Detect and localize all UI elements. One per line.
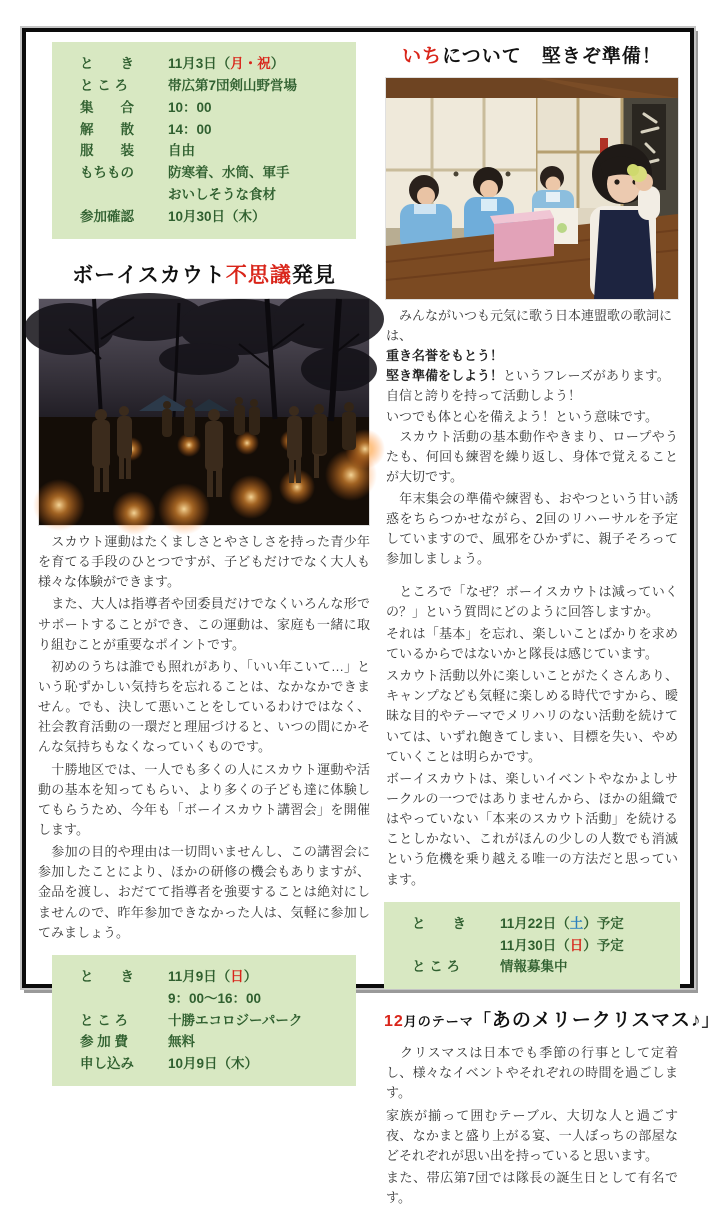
intro-line: 自信と誇りを持って活動しよう！	[386, 388, 582, 404]
girl-figure	[590, 144, 660, 299]
info-label	[80, 184, 168, 206]
page-frame	[22, 28, 720, 1206]
info-value: 10：00	[168, 99, 212, 115]
info-row	[412, 956, 672, 978]
info-label: と き	[80, 968, 134, 984]
event-info-box-right	[384, 902, 680, 990]
info-row	[80, 184, 348, 206]
info-label: と き	[412, 915, 466, 931]
intro-line-bold: 重き名誉をもとう！	[386, 348, 504, 364]
right-middle-text	[384, 582, 680, 890]
info-value: 自由	[168, 143, 195, 159]
paragraph: スカウト活動以外に楽しいことがたくさんあり、キャンプなども気軽に楽しめる時代ですから、曖昧な目的やテーマでメリハリのない活動を続けていては、いずれ飽きてしまい、目標を失い、やめていくことは明らかです。	[386, 668, 678, 764]
left-column	[36, 42, 372, 1210]
paragraph: 家族が揃って囲むテーブル、大切な人と過ごす夜、なかまと盛り上がる宴、一人ぼっちの部屋などそれぞれが思い出を持っていると思います。	[386, 1107, 678, 1163]
info-value: 10月30日（木）	[168, 209, 266, 225]
intro-line: 堅き準備をしよう！というフレーズがあります。	[386, 368, 670, 384]
info-value: 十勝エコロジーパーク	[168, 1012, 303, 1028]
info-label: 集 合	[80, 99, 134, 115]
intro-line: いつでも体と心を備えよう！という意味です。	[386, 408, 658, 424]
info-row	[80, 140, 348, 162]
info-value: 帯広第7団剣山野営場	[168, 77, 298, 93]
info-row	[80, 988, 348, 1010]
paragraph: また、大人は指導者や団委員だけでなくいろんな形でサポートすることができ、この運動は、家庭も一緒に取り組むことが重要なポイントです。	[38, 596, 370, 652]
paragraph: ところで「なぜ？ボーイスカウトは減っていくの？」という質問にどのように回答しますか。	[386, 583, 678, 619]
info-row	[80, 119, 348, 141]
info-label: 解 散	[80, 121, 134, 137]
paragraph: スカウト運動はたくましさとやさしさを持った青少年を育てる手段のひとつですが、子どもだけでなく大人も様々な体験ができます。	[38, 534, 370, 590]
paragraph: ボーイスカウトは、楽しいイベントやなかよしサークルの一つではありませんから、ほかの組織ではやっていない「本来のスカウト活動」を続けることしかない、これがほんの少しの人数でも消滅という危機を乗り越える唯一の方法だと思っています。	[386, 770, 678, 887]
info-value: 防寒着、水筒、軍手	[168, 165, 290, 181]
info-label	[412, 935, 500, 957]
info-label: 服 装	[80, 143, 134, 159]
info-value: 情報募集中	[500, 959, 568, 975]
info-row	[80, 162, 348, 184]
paragraph: 年末集会の準備や練習も、おやつという甘い誘惑をちらつかせながら、2回のリハーサルを予定していますので、風邪をひかずに、親子そろって参加しましょう。	[386, 491, 678, 567]
info-label: と こ ろ	[412, 959, 461, 975]
paragraph: スカウト活動の基本動作やきまり、ロープやうたも、何回も練習を繰り返し、身体で覚えることが大切です。	[386, 428, 678, 484]
info-label: もちもの	[80, 165, 134, 181]
info-value: 11月3日（月・祝）	[168, 56, 285, 71]
info-label	[80, 988, 168, 1010]
info-row	[412, 935, 672, 957]
right-section-heading: いちについて 堅きぞ準備！	[402, 46, 662, 67]
paragraph: それは「基本」を忘れ、楽しいことばかりを求めているからではないかと隊長は感じています。	[386, 625, 678, 662]
info-value: 11月30日（日）予定	[500, 937, 624, 953]
info-row	[80, 53, 348, 75]
paragraph: また、帯広第7団では隊長の誕生日として有名です。	[386, 1169, 678, 1206]
left-article-text	[36, 532, 372, 943]
campfire-night-photo	[38, 298, 370, 526]
intro-line: みんながいつも元気に歌う日本連盟歌の歌詞には、	[386, 307, 673, 343]
info-value: おいしそうな食材	[168, 187, 276, 203]
info-value: 11月9日（日）	[168, 968, 258, 984]
paragraph: クリスマスは日本でも季節の行事として定着し、様々なイベントやそれぞれの時間を過ごします。	[386, 1045, 678, 1101]
info-row	[80, 966, 348, 988]
info-label: 参 加 費	[80, 1034, 129, 1050]
info-label: と き	[80, 56, 134, 71]
paragraph: 初めのうちは誰でも照れがあり、「いい年こいて…」という恥ずかしい気持ちを忘れることは、なかなかできません。でも、決して悪いことをしているわけではなく、社会教育活動の一環だと理屈づけると、いつの間にかそんな気持ちもなくなっていくものです。	[38, 658, 370, 755]
info-value: 10月9日（木）	[168, 1056, 259, 1072]
info-label: と こ ろ	[80, 77, 129, 93]
info-row	[412, 913, 672, 935]
info-row	[80, 1053, 348, 1075]
info-label: 参加確認	[80, 209, 134, 225]
left-section-heading: ボーイスカウト不思議発見	[72, 263, 336, 287]
paragraph: 参加の目的や理由は一切問いませんし、この講習会に参加したことにより、ほかの研修の機会もありますが、金品を渡し、おだてて指導者を強要することは絶対にしませんので、昨年参加できなかった人は、気軽に参加してみましょう。	[38, 844, 370, 940]
info-value: 無料	[168, 1034, 195, 1050]
info-value: 9：00～16：00	[168, 990, 262, 1006]
info-row	[80, 97, 348, 119]
children-snack-photo	[385, 77, 679, 300]
info-label: と こ ろ	[80, 1012, 129, 1028]
event-info-box-bottom-left	[52, 955, 356, 1086]
december-theme-heading: 12月のテーマ「あのメリークリスマス♪」	[384, 1010, 720, 1032]
paragraph: 十勝地区では、一人でも多くの人にスカウト運動や活動の基本を知ってもらい、より多くの子ども達に体験してもらうため、今年も「ボーイスカウト講習会」を開催します。	[38, 761, 370, 838]
info-row	[80, 1031, 348, 1053]
info-row	[80, 206, 348, 228]
right-bottom-text	[384, 1043, 680, 1208]
info-row	[80, 1010, 348, 1032]
right-column	[384, 42, 720, 1210]
info-label: 申し込み	[80, 1056, 134, 1072]
right-intro-text	[384, 306, 680, 570]
event-info-box-top	[52, 42, 356, 239]
info-value: 14：00	[168, 121, 212, 137]
info-row	[80, 75, 348, 97]
info-value: 11月22日（土）予定	[500, 915, 624, 931]
